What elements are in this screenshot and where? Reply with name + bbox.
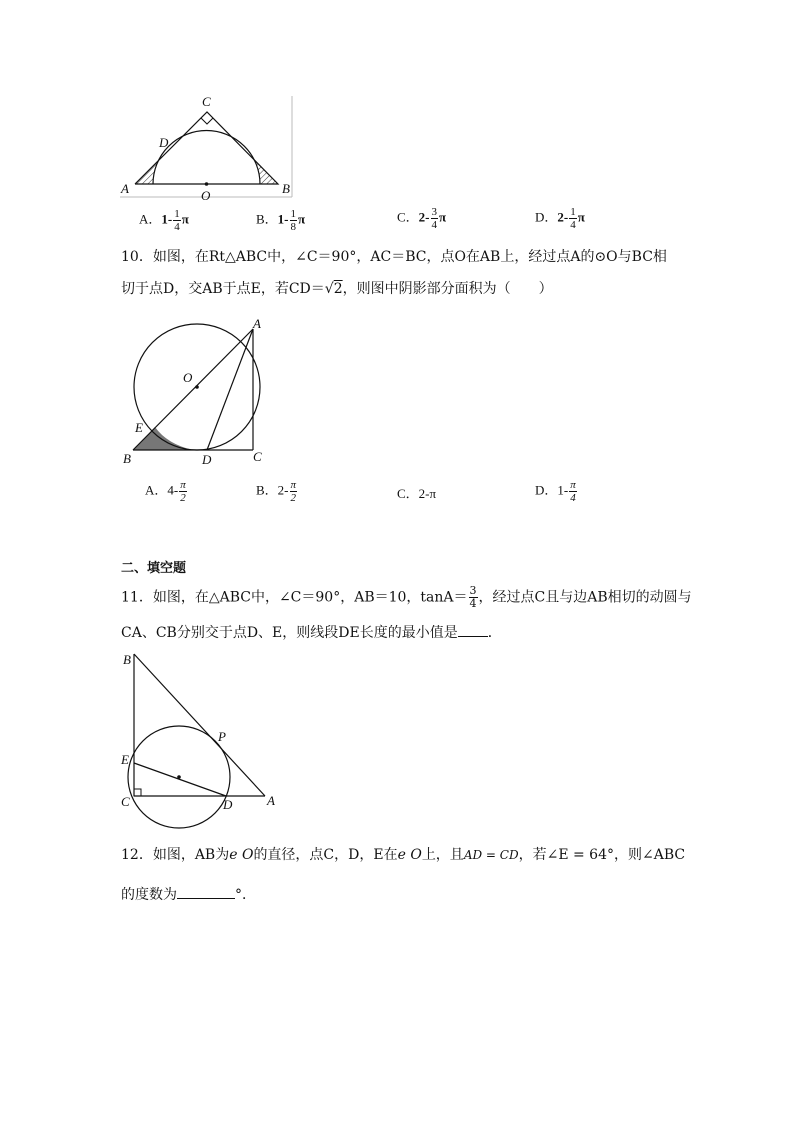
fraction-num: π — [180, 479, 186, 491]
q9-option-a — [139, 208, 189, 233]
q10-option-d — [535, 479, 578, 504]
q11-line1-pre: 11．如图，在△ABC中，∠C＝90°，AB＝10，tanA＝ — [121, 589, 468, 606]
q11-segment-AB — [134, 654, 265, 796]
fraction-den: 2 — [290, 492, 297, 504]
q12-line2-pre: 的度数为 — [121, 887, 177, 903]
option-tail: π — [181, 211, 189, 227]
q10-option-a — [145, 479, 188, 504]
fraction-den: 4 — [431, 219, 438, 231]
q10-option-c — [397, 483, 436, 502]
option-fraction — [290, 479, 298, 504]
option-tail: π — [298, 211, 306, 227]
q9-figure — [115, 92, 300, 204]
q10-segment-AB — [133, 329, 253, 450]
q10-label-O: O — [183, 370, 193, 385]
q11-line1-post: ，经过点C且与边AB相切的动圆与 — [478, 589, 692, 606]
option-fraction — [290, 208, 298, 233]
q11-right-angle-mark — [134, 789, 141, 796]
q12-line1 — [121, 845, 685, 865]
fraction-den: 8 — [290, 221, 297, 233]
section-title: 二、填空题 — [121, 561, 187, 576]
q10-option-b — [256, 479, 298, 504]
fraction-den: 4 — [570, 219, 576, 231]
q11-line2 — [121, 622, 502, 643]
q9-option-b — [256, 208, 305, 233]
q10-label-B: B — [123, 451, 131, 466]
q12-line1-mid2: 上，且 — [421, 847, 464, 863]
q9-semicircle — [153, 131, 260, 184]
q10-label-A: A — [253, 316, 261, 331]
q9-option-c — [397, 206, 446, 231]
q11-line2-text: CA、CB分别交于点D、E，则线段DE长度的最小值是 — [121, 625, 458, 641]
q12-line1-mid3: ，若∠E = 64°，则∠ABC — [518, 847, 686, 863]
option-letter: A． — [145, 482, 168, 498]
q11-segment-ED — [134, 763, 226, 796]
sqrt-value: 2 — [333, 281, 343, 297]
q10-line2-pre: 切于点D，交AB于点E，若CD＝ — [121, 281, 325, 297]
q12-line2-post: °． — [235, 887, 256, 903]
q10-segment-AD — [207, 329, 253, 450]
fraction-den: 2 — [180, 492, 186, 504]
option-fraction — [569, 479, 577, 504]
fraction-num: 3 — [469, 584, 477, 597]
q10-center-dot — [195, 385, 199, 389]
q11-label-C: C — [121, 794, 130, 809]
q11-label-P: P — [218, 729, 226, 744]
fraction-num: 3 — [431, 206, 438, 218]
option-letter: D． — [535, 482, 558, 498]
option-fraction — [431, 206, 439, 231]
q9-option-d — [535, 206, 585, 231]
option-letter: B． — [256, 211, 278, 227]
fraction-num: π — [570, 479, 576, 491]
q11-line1 — [121, 585, 692, 610]
q10-line1: 10．如图，在Rt△ABC中，∠C＝90°，AC＝BC，点O在AB上，经过点A的⊙O与BC相 — [121, 249, 667, 265]
fraction-den: 4 — [174, 221, 180, 233]
option-lead: 2-π — [418, 486, 437, 501]
fraction-den: 4 — [570, 492, 576, 504]
answer-blank[interactable] — [458, 622, 488, 637]
fraction-num: 1 — [174, 208, 180, 220]
option-lead: 2- — [557, 209, 569, 225]
q11-figure — [115, 648, 285, 840]
circle-symbol: e O — [229, 847, 254, 863]
q9-label-C: C — [202, 94, 211, 109]
sqrt-sign: √ — [324, 281, 334, 297]
option-lead: 4- — [167, 482, 179, 498]
q10-line2-post: ，则图中阴影部分面积为（ ） — [342, 281, 553, 297]
q9-label-O: O — [201, 188, 211, 203]
q9-label-B: B — [282, 181, 290, 196]
fraction-num: 1 — [570, 206, 576, 218]
q12-line1-mid1: 的直径，点C，D，E在 — [253, 847, 398, 863]
option-lead: 2- — [418, 209, 430, 225]
q11-center-dot — [177, 775, 181, 779]
q11-label-B: B — [123, 652, 131, 667]
option-tail: π — [577, 209, 585, 225]
q11-line2-end: ． — [487, 625, 502, 641]
circle-symbol: e O — [397, 847, 422, 863]
option-fraction — [173, 208, 181, 233]
q10-label-C: C — [253, 449, 262, 464]
q9-label-D: D — [159, 135, 169, 150]
q10-label-E: E — [135, 420, 143, 435]
option-letter: D． — [535, 209, 558, 225]
q10-line2 — [121, 279, 553, 299]
q9-label-A: A — [121, 181, 129, 196]
option-fraction — [179, 479, 187, 504]
q10-figure — [115, 312, 275, 470]
q12-line1-pre: 12．如图，AB为 — [121, 847, 230, 863]
tan-fraction — [469, 585, 478, 610]
q11-label-E: E — [121, 752, 129, 767]
q11-label-A: A — [267, 793, 275, 808]
option-fraction — [569, 206, 577, 231]
option-letter: A． — [139, 211, 162, 227]
fraction-num: π — [290, 479, 297, 491]
q9-center-dot — [205, 182, 209, 186]
fraction-num: 1 — [290, 208, 297, 220]
option-letter: C． — [397, 486, 419, 501]
answer-blank[interactable] — [177, 884, 235, 899]
arc-equation: AD = CD — [463, 848, 519, 862]
q9-right-angle-mark — [201, 118, 213, 124]
option-letter: B． — [256, 482, 278, 498]
option-lead: 1- — [277, 211, 289, 227]
option-letter: C． — [397, 209, 419, 225]
q10-label-D: D — [202, 452, 212, 467]
option-lead: 1- — [161, 211, 173, 227]
option-lead: 2- — [277, 482, 289, 498]
option-tail: π — [439, 209, 447, 225]
q12-line2 — [121, 884, 256, 905]
option-lead: 1- — [557, 482, 569, 498]
q11-label-D: D — [223, 797, 233, 812]
fraction-den: 4 — [469, 597, 477, 610]
